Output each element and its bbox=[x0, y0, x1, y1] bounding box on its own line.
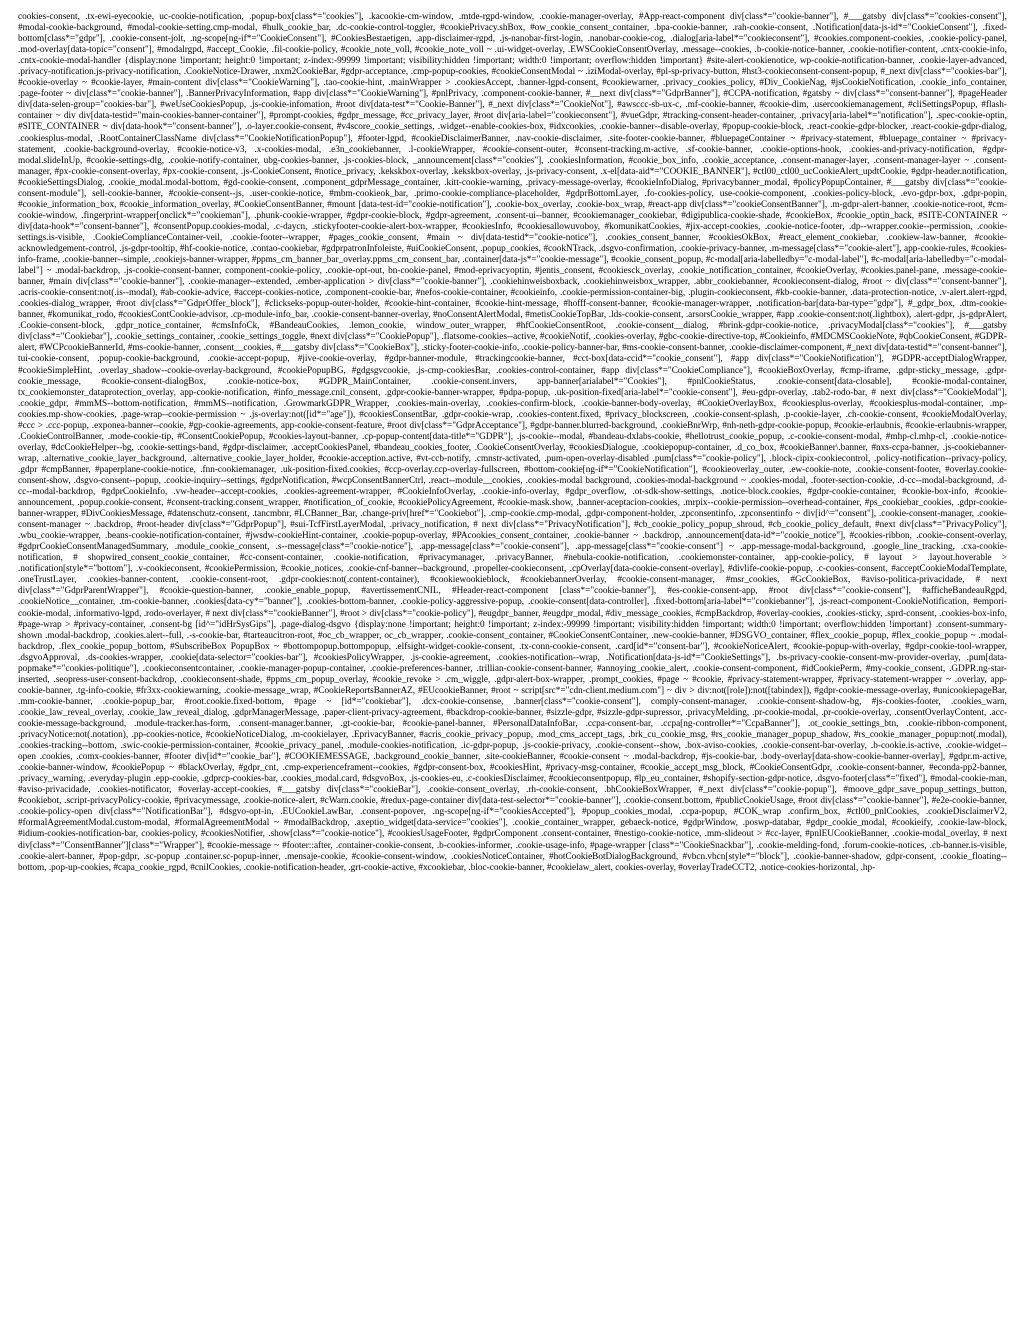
css-rules-text: cookies-consent, .tx-ewi-eyecookie, uc-cookie-notification, .popup-box[class*="cookies"], .kacookie-cm-window, .mtde-rgpd-window, .cookie-manager-overlay, #App-react-component div[class*="cookie-banner"], #___gatsby div[class*="cookies-consent"], #modal-cookie-background, #modal-cookie-setting.cmp-modal, #hulk_cookie_bar, .dc-cookie-control-toggler, #cookiePrivacy.shBox, #ow_cookie_consent_container, .bpa-cookie-banner, .rah-cookie-consent, .Notification[data-js-id*="CookieConsent"], .fixed-bottom[class*="gdpr"], .cookie-consent-jolt, .ng-scope[ng-if*="CookieConsent"], #CookiesBestaetigen, .app-disclaimer-rgpd, .js-nanobar-first-login, .nanobar-cookie-cog, .dialog[aria-label*="cookieconsent"], #cookies.component-cookies, .cookie-policy-panel, .mod-overlay[data-topic="consent"], #modalrgpd, #accept_Cookie, .fil-cookie-policy, #cookie_note_voll, #cookie_note_voll ~ .ui-widget-overlay, .EWSCookieConsentOverlay, .message--cookies, .b-cookie-notice-banner, .cookie-notifier-content, .cntx-cookie-info, .cntx-cookie-modal-handler {display:none !important; height:0 !important; z-index:-99999 !important; visibility:hidden !important; width:0 !important; overflow:hidden !important} #site-alert-cookienotice, wp-cookie-notification-banner, .cookie-layer-advanced, .privacy-notification.js-privacy-notification, .CookieNotice-Drawer, .nxm2CookieBar, #gdpr-acceptance, .cmp-popup-cookies, #cookieConsentModal ~ .iziModal-overlay, #pl-sp-privacy-button, #hst3-cookieconsent-consent-popup, #_next div[class*="cookies-bar"], #cookie-overlay ~ #cookie-layer, #main-content div[class*="CookieWarning"], .tao-cookie-hint, .mainWrapper > .cookiesAccept, .banner-lgpd-consent, #cookiewarner, .privacy_cookies_policy, #Div_CookieNag, #jsCookieNotification, .cookie_info_container, .page-footer ~ div[class*="cookie-banner"], .BannerPrivacyInformation, #app div[class*="CookieWarning"], #pnlPrivacy, .component-cookie-banner, #__next div[class*="GdprBanner"], #CCPA-notification, #gatsby ~ div[class*="consent-banner"], #pageHeader div[data-selen-group="cookies-bar"], #weUseCookiesPopup, .js-cookie-infomation, #root div[data-test*="Cookie-Banner"], #_next div[class*="CookieNot"], #awsccc-sb-ux-c, .mf-cookie-banner, #cookie-dim, .usercookiemanagement, #cliSettingsPopup, #flash-container ~ div div[data-testid="main-cookies-banner-container"], #prompt-cookies, #gdpr_message, #cc_privacy_layer, #root div[aria-label="cookieconsent"], #vueGdpr, #tracking-consent-header-container, .privacy[aria-label*="notification"], .spec-cookie-optin, #SITE_CONTAINER ~ div[data-hook*="consent-banner"], .o-layer.cookie-consent, #v4score_cookie_settings, .widget--enable-cookies-box, #idxcookies, .cookie-banner--disable-overlay, #popup-cookie-block, .react-cookie-gdpr-blocker, .react-cookie-gdpr-dialog, .cookiesplus-modal, .RootContainerClassName div[class*="CookieNotificationPopup"], #footer-lgpd, #cookieDisclaimerBanner, .nav-cookie-disclaimer, .site-footer-cookie-banner, #bluepageContainer ~ #privacy-statement, #bluepage_container ~ #privacy-statement, .cookie-background-overlay, #cookie-notice-v3, .x-cookies-modal, .e3n_cookiebanner, .l-cookieWrapper, #cookie-consent-outer, #consent-tracking.m-active, .sf-cookie-banner, .cookie-options-hook, .cookies-and-privacy-notification, #gdpr-modal.slideInUp, #cookie-settings-dlg, .cookie-notify-container, ubg-cookies-banner, .js-cookies-block, _announcement[class*="cookies"], .cookiesInformation, #cookie_box_info, .cookie_acceptance, .consent-manager-layer, .consent-manager-layer ~ .consent-manager, #px-cookie-consent-overlay, #px-cookie-consent, .js-CookieConsent, #notice_privacy, .kekskbox-overlay, .kekskbox-overlay, .js-privacy-consent, .x-el[data-aid*="COOKIE_BANNER"], #ctl00_ctl00_ucCookieAlert_updtCookie, #gdpr-header.notification, #cookieSettingsDialog, .cookie_modal.modal-bottom, #gd-cookie-consent, .component_gdprMessage_container, .kitt-cookie-warning, .privacy-message-overlay, #cookieInfoDialog, #privacybanner_modal, #policyPopupContainer, #___gatsby div[class*="cookie-consent-module"], sell-cookie-banner, #cookie-consent--js, .user-cookie-notice, #mbm-cookieok_bar, .primo-cookie-compliance-placeholder, #gdprBottomLayer, .fo-cookies-policy, use-cookie-component, .cookies-policy-block, .evo-gdpr-box, .gdpr-popin, #cookie_information_box, #cookie_information_overlay, #CookieConsentBanner, #mount [data-test-id="cookie-notification"], .cookie-box_overlay, .cookie-box_wrap, #react-app div[class*="cookieConsentBanner"], .m-gdpr-alert-banner, .cookie-notice-root, #cm-cookie-window, .fingerprint-wrapper[onclick*="cookieman"], .phunk-cookie-wrapper, #gdpr-cookie-block, #gdpr-agreement, .consent-ui--banner, #cookiemanager_cookiebar, #digipublica-cookie-shade, #cookieBox, #cookie_optin_back, #SITE-CONTAINER ~ div[data-hook*="consent-banner"], #consentPopup.cookies-modal, .c-daycn, .stickyfooter-cookie-alert-box-wrapper, #cookiesInfo, #cookiesallowuvoboy, #komunikatCookies, #jix-accept-cookies, .cookie-notice-footer, .dp--wrapper.cookie--permission, .cookie-settings.is-visible, .CookieComplianceContainer-veil, .cookie-footer--wrapper, #pages_cookie_consent, #main ~ div[data-testid*="cookie-notice"], .cookies_consent_banner, #cookiesOkBox, #react_element_cookiebar, .cookiew-law-banner, #cookie-acknowledgement-control, .js-gdpr-tooltip, #hf-cookie-notice, .contao-cookiebar, #gdprpatronInfoleiste, #uiCookieConsent, .popup_cookies, #cookNTrack, .dsgvo-confirmation, .cookie-privacy-banner, .m-message[class*="cookie-alert"], app-cookie-rules, #cookies-info-frame, .cookie-banner--simple, .cookiejs-banner-wrapper, #ppms_cm_banner_bar_overlay.ppms_cm_consent_bar, .container[data-js*="cookie-message"], #cookie_consent_popup, #c-modal[aria-labelledby="c-modal-label"], #c-modal[aria-labelledby="c-modal-label"] ~ .modal-backdrop, .js-cookie-consent-banner, component-cookie-policy, .cookie-opt-out, bn-cookie-panel, #mod-eprivacyoptin, #jentis_consent, #cookiesck_overlay, .cookie_notification_container, #cookieOverlay, #cookies.panel-pane, .message-cookie-banner, #main div[class*="cookie-banner"], .cookie-manager--extended, .ember-application > div[class*="cookie-banner"], .cookiehinweisboxback, .cookiehinweisbox_wrapper, .abbr_cookiebanner, #cookieconsent-dialog, #root ~ div[class*="consent-banner"], .acris-cookie-consent:not(.is--modal), #ab-cookie-advice, #accept-cookies-notice, .component-cookie-bar, #nefos-cookie-container, #cookieinfo, .cookie-permission-container-big, .plugin-cookieconsent, #kb-cookie-banner, .data-protection-notice, .v-alert.alert-rgpd, .cookies-dialog_wrapper, #root div[class*="GdprOffer_block"], #clickseks-popup-outer-holder, #cookie-hint-container, #cookie-hint-message, #hofff-consent-banner, #cookie-manager-wrapper, .notification-bar[data-bar-type="gdpr"], #_gdpr_box, .dtm-cookie-banner, #komunikat_rodo, #cookiesContCookie-advisor, .cp-module-info_bar, .cookie-consent-banner-overlay, #noConsentAlertModal, #metisCookieTopBar, .lds-cookie-consent, .arsorsCookie_wrapper, #app .cookie-consent:not(.lightbox), .alert-gdpr, .js-gdprAlert, .Cookie-consent-block, .gdpr_notice_container, #cmsInfoCk, #BandeauCookies, .lemon_cookie, window_outer_wrapper, #hfCookieConsentRoot, .cookie-consent__dialog, #brink-gdpr-cookie-notice, .privacyModal[class*="cookies"], #___gatsby div[class*="Cookiebar"], .cookie_settings_container, .cookie_settings_toggle, #next div[class*="CookiePopup"], .flatsome-cookies--active, #cookieNotif, .cookies-overlay, #gbc-cookie-directive-top, #Cookieinfo, #MDCMSCookieNote, #qbCookieConsent, #GDPR-alert, #WCPcookieBannerId, #ms-cookie-banner, .consent__cookies, #___gatsby div[class*="CookieBox"], .sticky-footer-cookie-info, .cookie-policy-banner-bar, #ms-cookie-consent-banner, .cookie-disclaimer-component, #_next div[data-testid*="consent-banner"], tui-cookie-consent, .popup-cookie-background, .cookie-accept-popup, #jive-cookie-overlay, #gdpr-banner-module, #trackingcookie-banner, #cct-box[data-ccid*="cookie_consent"], #app div[class*="CookieNotification"], #GDPR-acceptDialogWrapper, #cookieSimpleHint, .overlay_shadow--cookie-overlay-background, #cookiePopupBG, #gdgsgvcookie, .js-cmp-cookiesBar, .cookies-control-container, #app div[class*="CookieCompliance"], #cookieBoxOverlay, #cmp-iframe, .gdpr-sticky_message, .gdpr-cookie_message, #cookie-consent-dialogBox, .cookie-notice-box, #GDPR_MainContainer, .cookie-consent.invers, app-banner[arialabel*="Cookies"], #pnlCookieStatus, .cookie-consent[data-closable], #cookie-modal-container, tx_cookiemonster_dataprotection_overlay, app-cookie-notification, #info_message.cnil_consent, .gdpr-cookie-banner-wrapper, #pdpa-popup, .uk-position-fixed[aria-label*="cookie-consent"], #eu-gdpr-overlay, .tab2-rodo-bar, # next div[class*="CookieModal"], .cookie_gdpr, #mmMS--bottom-notification, #mmMS--notification, .GrowmarkGDPR_Wrapper, .cookies-main-overlay, .cookies-confirm-block, .cookie-banner-body-overlay, #CookieOverlayBox, #cookiesplus-overlay, #cookiesplus-modal-container, .mp-cookies.mp-show-cookies, .page-wrap--cookie-permission ~ .js-overlay:not([id*="age"]), #cookiesConsentBar, .gdpr-cookie-wrap, .cookies-content.fixed, #privacy_blockscreen, .cookie-consent-splash, .p-cookie-layer, .ch-cookie-consent, #cookieModalOverlay, #ccc > .ccc-popup, .exponea-banner--cookie, #gp-cookie-agreements, app-cookie-consent-feature, #root div[class*="GdprAcceptance"], #gdpr-banner.blurred-background, .cookieBnrWrp, #nh-neth-gdpr-cookie-popup, #cookie-erlaubnis, #cookie-erlaubnis-wrapper, .CookieControlBanner, .mode-cookie-tip, #ConsentCookiePopup, #cookies-layout-banner, .cp-popup-content[data-title*="GDPR"], .js-cookie--modal, #bandeau-dxlabs-cookie, #hellotrust_cookie_popup, .c-cookie-consent-modal, #mhp-cl.mhp-cl, .cookie-notice-overlay, #dcCookieHelper--bg, .cookie-settings-band, #gdpr-disclaimer, .acceptCookiesPanel, #bandeau_cookies_footer, .CookieConsentOverlay, #cookiesDialogue, .cookiepopup-container, .d_co_box, #cookieBanner\.banner, #nxs-ccpa-banner, .js-cookiebanner-wrap, .alternative_cookie_layer_background, .alternative_cookie_layer_holder, #cookie-acception.active, #vt-ccb-notify, .cmnstr-activated, .pum-open-overlay-disabled .pum[class*="cookie-policy"], .block-cipix-cookiecontrol, .policy-notification--privacy-policy, .gdpr #cmpBanner, #paperplane-cookie-notice, .fnn-cookiemanager, .uk-position-fixed.cookies, #ccp-overlay.ccp-overlay-fullscreen, #bottom-cookie[ng-if*="CookieNotification"], #cookieoverlay_outer, .ew-cookie-note, .cookie-consent-footer, #overlay.cookie-consent-show, .dsgvo-consent--popup, .cookie-inquiry--settings, #gdprNotification, #wcpConsentBannerCtrl, .react--module__cookies, .cookies-modal background, .cookies-modal-background ~ .cookies-modal, .footer-section-cookie, .d-cc--modal-background, .d-cc--modal-backdrop, #gdprCookieInfo, .vw-header--accept-cookies, .cookies-agreement-wrapper, #CookieInfoOverlay, .cookie-info-overlay, #gdpr_overflow, .ot-sdk-show-settings, .notice-block.cookies, #gdpr-cookie-container, #cookie-box-info, #cookie-announcement, .popup.cookie-consent, #consent-tracking.consent_wrapper, #notification_of_cookie, #cookiePolicyAgreement, #cookie-mask.show, .banner-aceptacion-cookies, .mrpix--cookie-permission--overhead-container, #ps_cookiebar_cookies, .gdpr-cookie-banner-wrapper, #DivCookiesMessage, #datenschutz-consent, .tancmbnr, #LCBanner_Bar, .change-priv[href*="Cookiebot"], .cmp-cookie.cmp-modal, .gdpr-component-holder, .zpconsentinfo, .zpconsentinfo ~ div[id^="consent"], .cookie-consent-manager, .cookie-consent-manager ~ .backdrop, #root-header div[class*="GdprPopup"], #sui-TcfFirstLayerModal, .privacy_notification, # next div[class*="PrivacyNotification"], #cb_cookie_policy_popup_shroud, #cb_cookie_policy_default, #next div[class*="PrivacyPolicy"], .wbu_cookie-wrapper, .beans-cookie-notification-container, #jwsdw-cookieHint-container, .cookie-popup-overlay, #PAcookies_consent_container, .cookie-banner ~ .backdrop, .announcement[data-id*="cookie_notice"], #cookies-ribbon, .cookie-consent-overlay, #gdprCookieConsentManagedSummary, .module_cookie_consent, .s--message[class*="cookie-notice"], .app-message[class*="cookie-consent"], .app-message[class*="cookie-consent"] ~ .app-message-modal-background, .google_line_tracking, .cxa-cookie-notification, # shopwired_consent_cookie_container, #cc-consent-container, .cookie-notification, #privacymanager, .privacyBanner, #nebula-cookie-notification, .cookiemonster-container, app-cookie-policy, # layout > .layout.hoverable > .notification[style*="bottom"], .v-cookieconsent, #cookiePermission, #cookie_notices, .cookie-cnf-banner--background, .propeller-cookieconsent, .cpOverlay[data-cookie-consent-overlay], #divlife-cookie-popup, .c-cookies-consent, #acceptCookieModalTemplate, .oneTrustLayer, .cookies-banner-content, .cookie-consent-root, .gdpr-cookies:not(.content-container), #cookiewookieblock, #cookiebannerOverlay, #cookie-consent-manager, #msr_cookies, #GcCookieBox, #aviso-politica-privacidade, # next div[class*="GdprParentWrapper"], #cookie-question-banner, .cookie_enable_popup, #avertissementCNIL, #Header-react-component [class*="cookie-banner"], #es-cookie-consent-app, #root div[class*="cookie-consent"], #afficheBandeauRgpd, .cookieNotice__container, .tm-cookie-banner, .cookies[data-cy*="banner"], .cookies-bottom-banner, .cookie-policy-aggressive-popup, .cookie-consent[data-controller], .fixed-bottom[aria-label*="cookiebanner"], .js-react-component-CookieNotification, #empori-cookie-modal, .informativo-lgpd, .rodo-overlayer, # next div[class*="cookieBanner"], #root > div[class*="cookie-policy"], #eugdpr_banner, #eugdpr_modal, #div_message_cookies, #cmpBackdrop, #overlay-cookies, .cookies-sticky, .sprd-consent, .cookies-box-info, #page-wrap > #privacy-container, .consent-bg [id^="idHrSysGips"], .page-dialog-dsgvo {display:none !important; height:0 !important; z-index:-99999 !important; visibility:hidden !important; width:0 !important; overflow:hidden !important} .consent-summary-shown .modal-backdrop, .cookies.alert--full, .-s-cookie-bar, #tarteaucitron-root, #oc_cb_wrapper, oc_cb_wrapper, .cookie-consent_container, #CookieConsentContainer, .new-cookie-banner, #DSGVO_container, #flex_cookie_popup, #flex_cookie_popup ~ .modal-backdrop, .flex_cookie_popup_bottom, #SubscribeBox PopupBox ~ #bottompopup.bottompopup, .elfsight-widget-cookie-consent, .tx-conn-cookie-consent, .card[id*="consent-bar"], #cookieNoticeAlert, #cookie-popup-with-overlay, #gdpr-cookie-tool-wrapper, .dsgvoApproval, .ds-cookies-wrapper, .cookie[data-selector="cookies-bar"], #cookiesPolicyWrapper, .js-cookie-agreement, .cookies-notification--wrap, .Notification[data-js-id*="CookieSettings"], .bs-privacy-cookie-consent-mw-provider-overlay, .pum[data-popmake*="cookies-politique"], .cookieconsentcontainer, .cookie-manager-popup-container, .cookie-preferences-banner, .trillian-cookie-consent-banner, #annoying_cookie_alert, .cookie-consent-component, #idCookiePerm, #my-cookie_consent, .GDPR.ng-star-inserted, .seopress-user-consent-backdrop, .cookieconsent-shade, #ppms_cm_popup_overlay, #cookie_revoke > .cm_wiggle, .gdpr-alert-box-wrapper, .prompt_cookies, #page ~ #cookie, #privacy-statement-wrapper, #privacy-statement-wrapper ~ .overlay, app-cookie-banner, .tg-info-cookie, #fr3xx-cookiewarning, .cookie-message_wrap, #CookieReportsBannerAZ, #EUcookieBanner, #root ~ script[src*="cdn-client.medium.com"] ~ div > div:not([role]):not([tabindex]), #gdpr-cookie-message-overlay, #unicookiepageBar, .mm-cookie-banner, .cookie-popup_bar, #root.cookie.fixed-bottom, #page ~ [id*="cookiebar"], .dcx-cookie-consense, .banner[class*="cookie-consent"], comply-consent-manager, .cookie-consent-shadow-bg, #js-cookies-footer, .cookies_warn, .cookie_law_reveal_overlay, .cookie_law_reveal_dialog, .gdprManagerMessage, .paper-client-privacy-agreement, #backdrop-cookie-banner, #sizzle-gdpr, #sizzle-gdpr-supressor, .privacyMelding, .pr-cookie-modal, .pr-cookie-overlay, .consentOverlayContent, .acc-cookie-message-background, .module-tracker.has-form, .consent-manager.banner, .gt-cookie-bar, #cookie-panel-banner, #PersonalDataInfoBar, .ccpa-consent-bar, .ccpa[ng-controller*="CcpaBanner"], .ot_cookie_settings_btn, .cookie-ribbon-component, .privacyNotice:not(.notation), .pp-cookies-notice, #cookieNoticeDialog, .m-cookielayer, .EprivacyBanner, #acris_cookie_privacy_popup, .mod_cms_accept_tags, .brk_cu_cookie_msg, #rs_cookie_manager_popup_shadow, #rs_cookie_manager_popup:not(.modal), .cookies-tracking--bottom, .swic-cookie-permission-container, #cookie_privacy_panel, .module-cookies-notification, .ic-gdpr-popup, .js-cookie-privacy, .cookie-consent--show, .box-aviso-cookies, .cookie-consent-bar-overlay, .b-cookie.is-active, .cookie-widget--open .cookies, .comx-cookies-banner, #footer div[id*="cookie_bar"], #COOKIEMESSAGE, .background_cookie_banner, .site-cookieBanner, #cookie-consent ~ .modal-backdrop, #js-cookie-bar, .body-overlay[data-show-cookie-banner-overlay], #gdpr.m-active, .cookie-banner-window, #cookiePopup ~ #blackOverlay, #gdpr_cnt, .cmp-experienceframent--cookies, #gdpr-consent-box, #cookiesHint, #privacy-msg-container, #cookie_accept_msg_block, #CookieConsentGdpr, .cookie-consent-banner, #econda-pp2-banner, .privacy_warning, .everyday-plugin .epp-cookie, .gdprcp-cookies-bar, .cookies_modal.card, #dsgvoBox, .js-cookies-eu, .c-cookiesDisclaimer, #cookieconsentpopup, #lp_eu_container, #shopify-section-gdpr-notice, .dsgvo-footer[class*="fixed"], #modal-cookie-man, #aviso-privacidade, .cookies-notificator, #overlay-accept-cookies, #___gatsby div[class*="cookieBar"], .cookie-consent_overlay, .rh-cookie-consent, .bhCookieBoxWrapper, #_next div[class*="cookie-popup"], #moove_gdpr_save_popup_settings_button, #cookiebot, .script-privacyPolicy-cookie, #privacymessage, .cookie-notice-alert, #cWarn.cookie, #redux-page-container div[data-test-selector*="cookie-banner"], .cookie-consent.bottom, #publicCookieUsage, #root div[class*="cookie-banner"], #e2e-cookie-banner, .cookie-policy-open div[class*="NotificationBar"], #dsgvo-opt-in, .EUCookieLawBar, .consent-popover, .ng-scope[ng-if*="cookiesAccepted"], #popup_cookies_modal, .ccpa-popup, #COK_wrap .confirm_box, #ctl00_pnlCookies, .cookieDisclaimerV2, #formalAgreementModal.custom-modal, #formalAgreementModal ~ #modalBackdrop, .axeptio_widget[data-service="cookies"], .cookie_container_wrapper, gebaeck-notice, #gdprWindow, .poswp-databar, #gdpr_cookie_modal, #cookieify, .cookie-law-block, #idium-cookies-notification-bar, cookies-policy, #cookiesNotifier, .show[class*="cookie-notice"], #cookiesUsageFooter, #gdprComponent .consent-container, #nestigo-cookie-notice, .mm-slideout > #cc-layer, #pnlEUCookieBanner, .cookie-modal_overlay, # next div[class*="ConsentBanner"][class*="Wrapper"], #cookie-message ~ #footer::after, .container-cookie-consent, .b-cookies-informer, .cookie-usage-info, #page-wrapper [class*="CookieSnackbar"], .cookie-melding-fond, .forum-cookie-notices, .cb-banner.is-visible, .cookie-alert-banner, #pop-gdpr, .sc-popup .container.sc-popup-inner, .mensaje-cookie, #cookie-consent-window, .cookiesNoticeContainer, #hotCookieBotDialogBackground, #vbcn.vbcn[style*="block"], .cookie-banner-shadow, gdpr-consent, .cookie_floating--bottom, .pop-up-cookies, #capa_cookie_rgpd, #cnilCookies, .cookie-notification-header, .grt-cookie-active, #xcookiebar, .bloc-cookie-banner, #cookielaw_alert, cookies-overlay, #overlayTradeCCT2, .notice-cookies-horizontal, .hp- bbox=[18, 12, 1007, 873]
